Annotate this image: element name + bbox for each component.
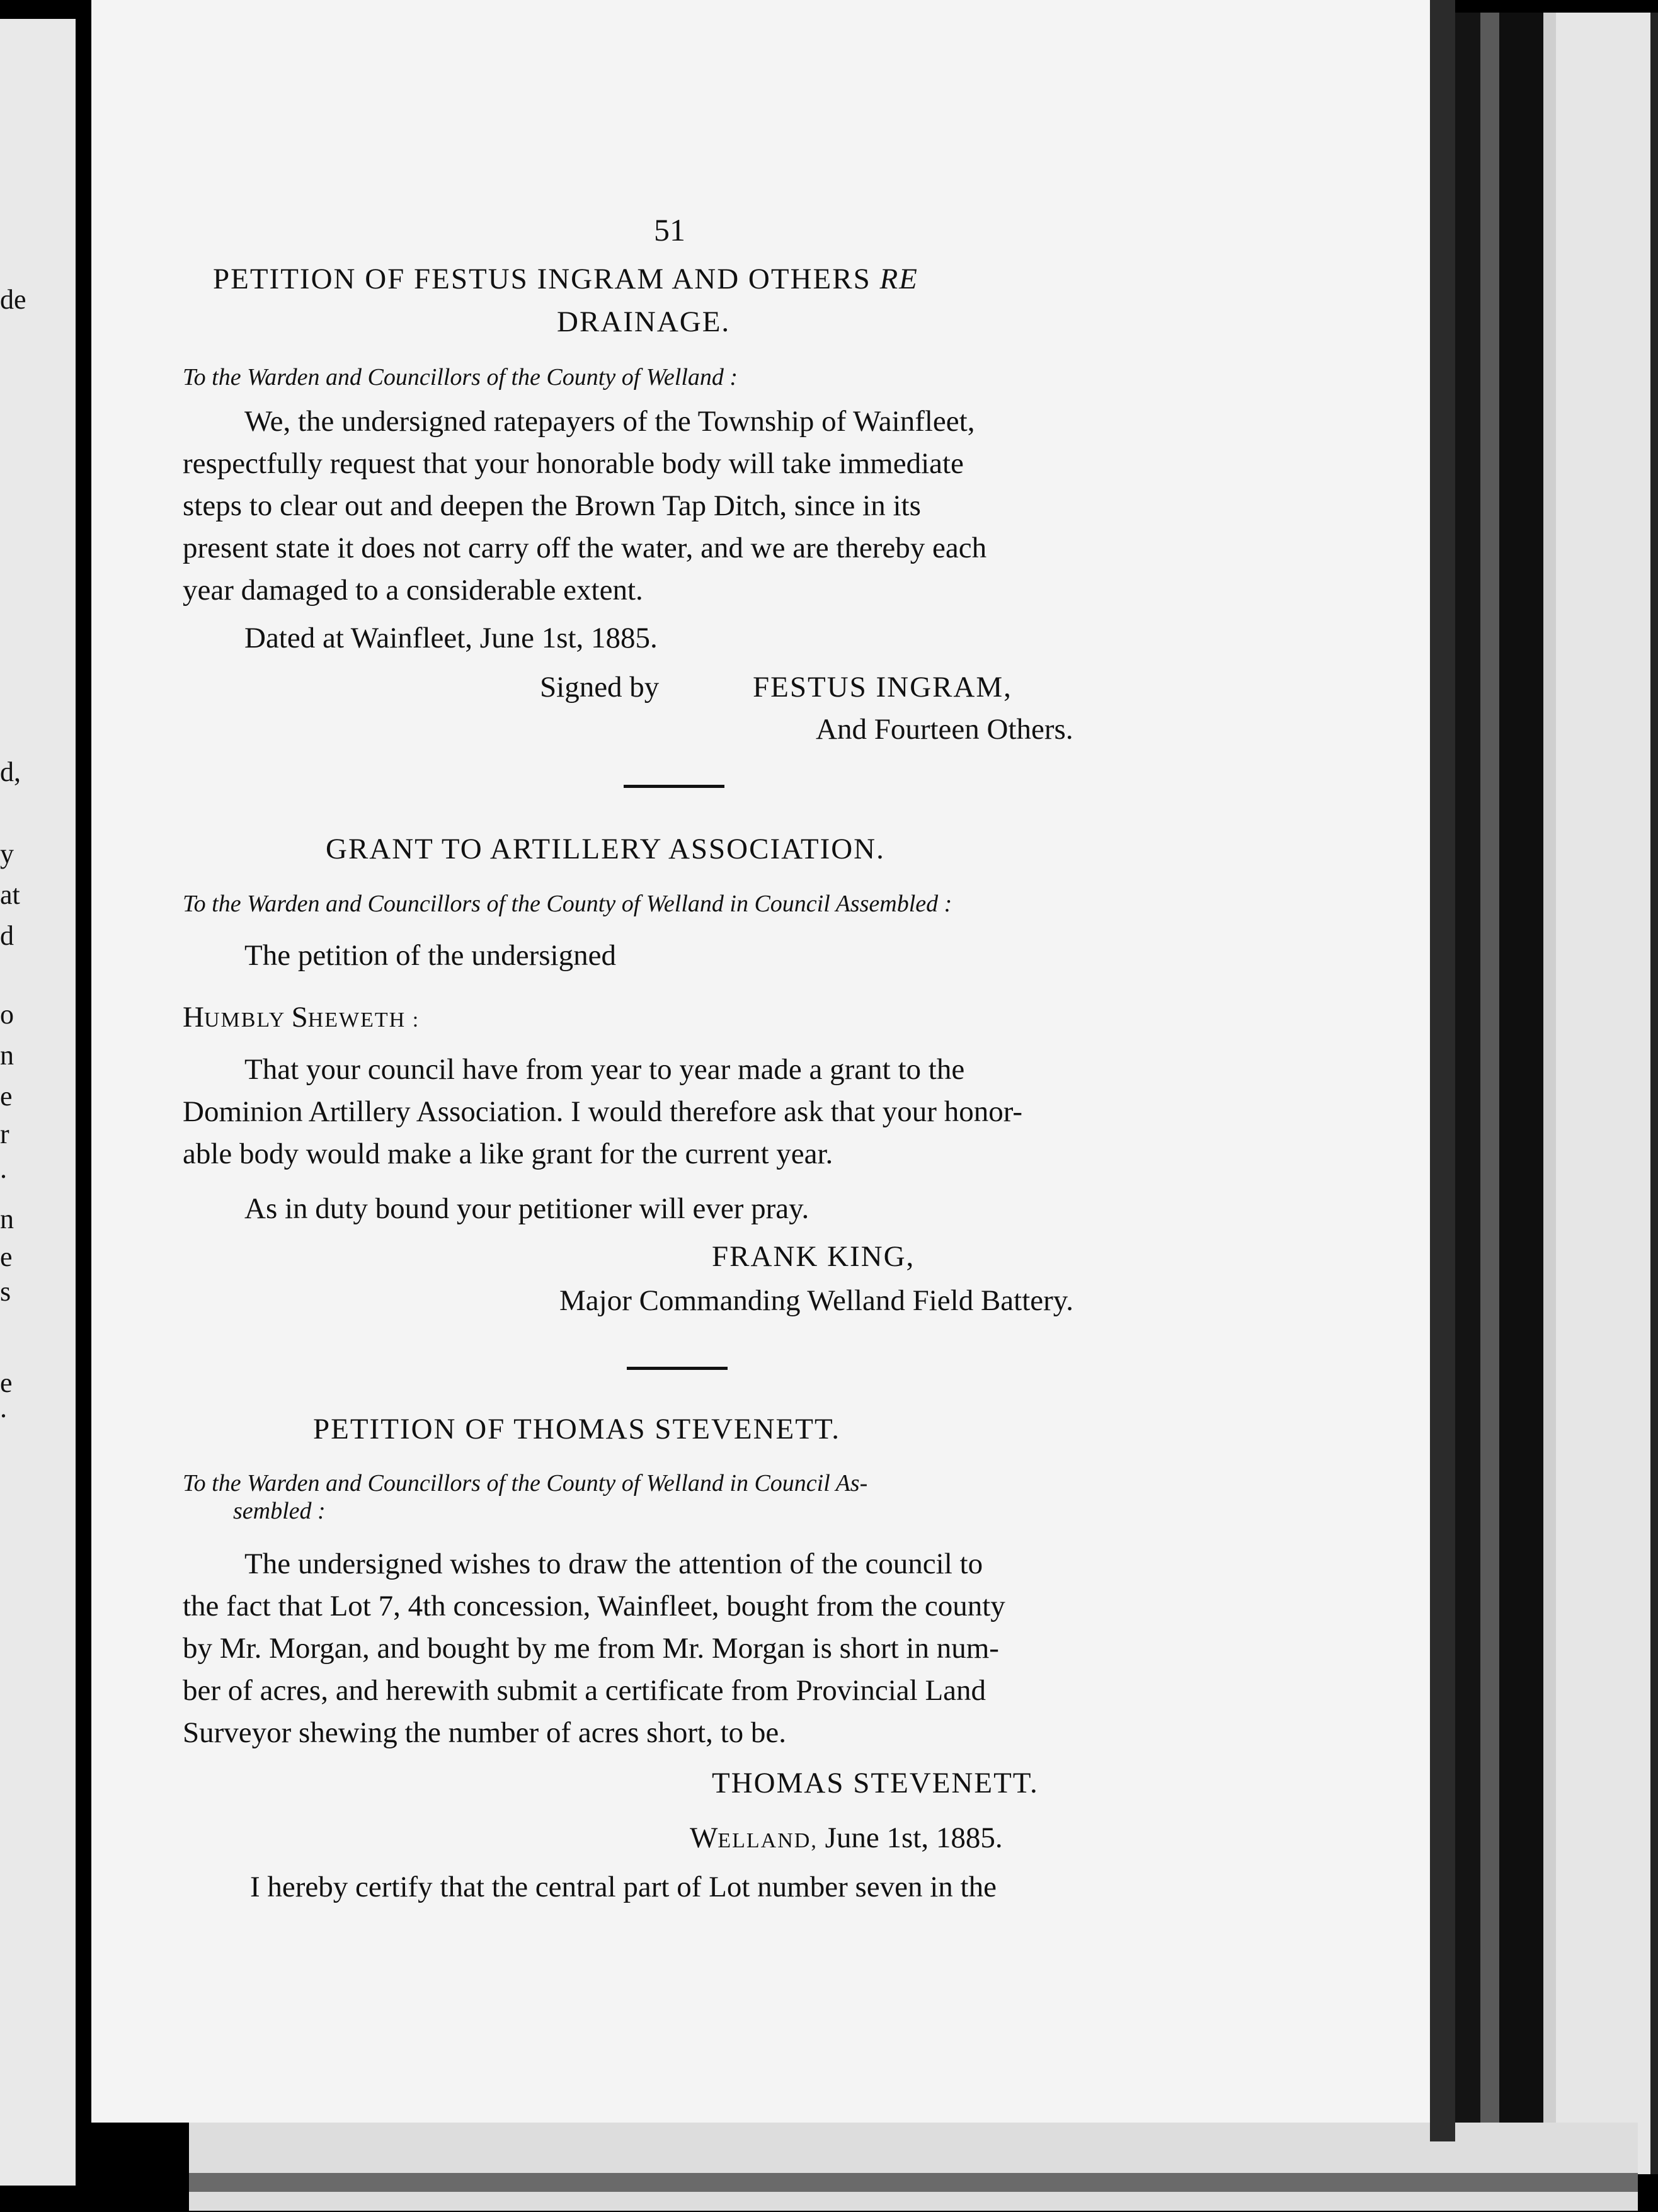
body-line: the fact that Lot 7, 4th concession, Wainfleet, bought from the county [183,1590,1005,1622]
pray-line: As in duty bound your petitioner will ever pray. [244,1192,809,1225]
body-line: ber of acres, and herewith submit a certificate from Provincial Land [183,1674,986,1707]
page-bottom-edge [189,2123,1638,2211]
section-title: PETITION OF FESTUS INGRAM AND OTHERS RE [213,263,918,295]
address-line: To the Warden and Councillors of the County of Welland in Council As- [183,1470,868,1497]
left-fragment: . [0,1153,7,1184]
signed-label: Signed by [540,671,660,704]
signer-name: FRANK KING, [712,1240,915,1273]
body-line: present state it does not carry off the water, and we are thereby each [183,532,987,564]
left-fragment: . [0,1393,7,1423]
left-fragment: e [0,1367,13,1398]
sheweth-line: HUMBLY SHEWETH : [183,1001,420,1034]
body-line: Surveyor shewing the number of acres short, to be. [183,1716,787,1749]
page-number: 51 [654,212,685,248]
section-title: GRANT TO ARTILLERY ASSOCIATION. [326,833,885,865]
others-line: And Fourteen Others. [816,713,1073,746]
left-fragment: s [0,1276,11,1307]
signer-rank: Major Commanding Welland Field Battery. [559,1284,1073,1317]
page-bottom-shadow [189,2173,1638,2192]
left-fragment: d [0,920,14,951]
body-line: by Mr. Morgan, and bought by me from Mr. Morgan is short in num- [183,1632,999,1665]
body-line: year damaged to a considerable extent. [183,574,643,607]
signer-name: THOMAS STEVENETT. [712,1767,1039,1799]
left-fragment: e [0,1081,13,1112]
left-fragment: n [0,1040,14,1071]
left-fragment: de [0,284,26,315]
place-date-line: WELLAND, June 1st, 1885. [690,1821,1003,1854]
dated-line: Dated at Wainfleet, June 1st, 1885. [244,622,658,654]
left-page-edge [0,19,76,2186]
left-fragment: d, [0,756,21,787]
body-line: The undersigned wishes to draw the attention of the council to [244,1548,983,1580]
left-fragment: o [0,999,14,1030]
body-line: able body would make a like grant for the current year. [183,1137,833,1170]
body-line: We, the undersigned ratepayers of the Township of Wainfleet, [244,405,975,438]
body-line: That your council have from year to year made a grant to the [244,1053,965,1086]
body-line: steps to clear out and deepen the Brown Tap Ditch, since in its [183,489,921,522]
signer-name: FESTUS INGRAM, [753,671,1012,704]
section-divider [624,785,724,788]
book-page [91,0,1430,2123]
section-title: PETITION OF THOMAS STEVENETT. [313,1413,840,1445]
left-fragment: r [0,1119,9,1149]
address-line-2: sembled : [233,1498,326,1524]
left-fragment: n [0,1204,14,1234]
left-fragment: y [0,838,14,869]
section-divider [627,1367,728,1370]
address-line: To the Warden and Councillors of the County of Welland in Council Assembled : [183,891,952,917]
body-line: Dominion Artillery Association. I would therefore ask that your honor- [183,1095,1023,1128]
section-title-line2: DRAINAGE. [557,305,731,338]
certify-line: I hereby certify that the central part of Lot number seven in the [250,1871,997,1903]
left-fragment: at [0,879,20,910]
address-line: To the Warden and Councillors of the County of Welland : [183,364,738,391]
body-line: respectfully request that your honorable body will take immediate [183,447,964,480]
intro-line: The petition of the undersigned [244,939,616,972]
page-gutter [1430,0,1455,2141]
left-fragment: e [0,1241,13,1272]
